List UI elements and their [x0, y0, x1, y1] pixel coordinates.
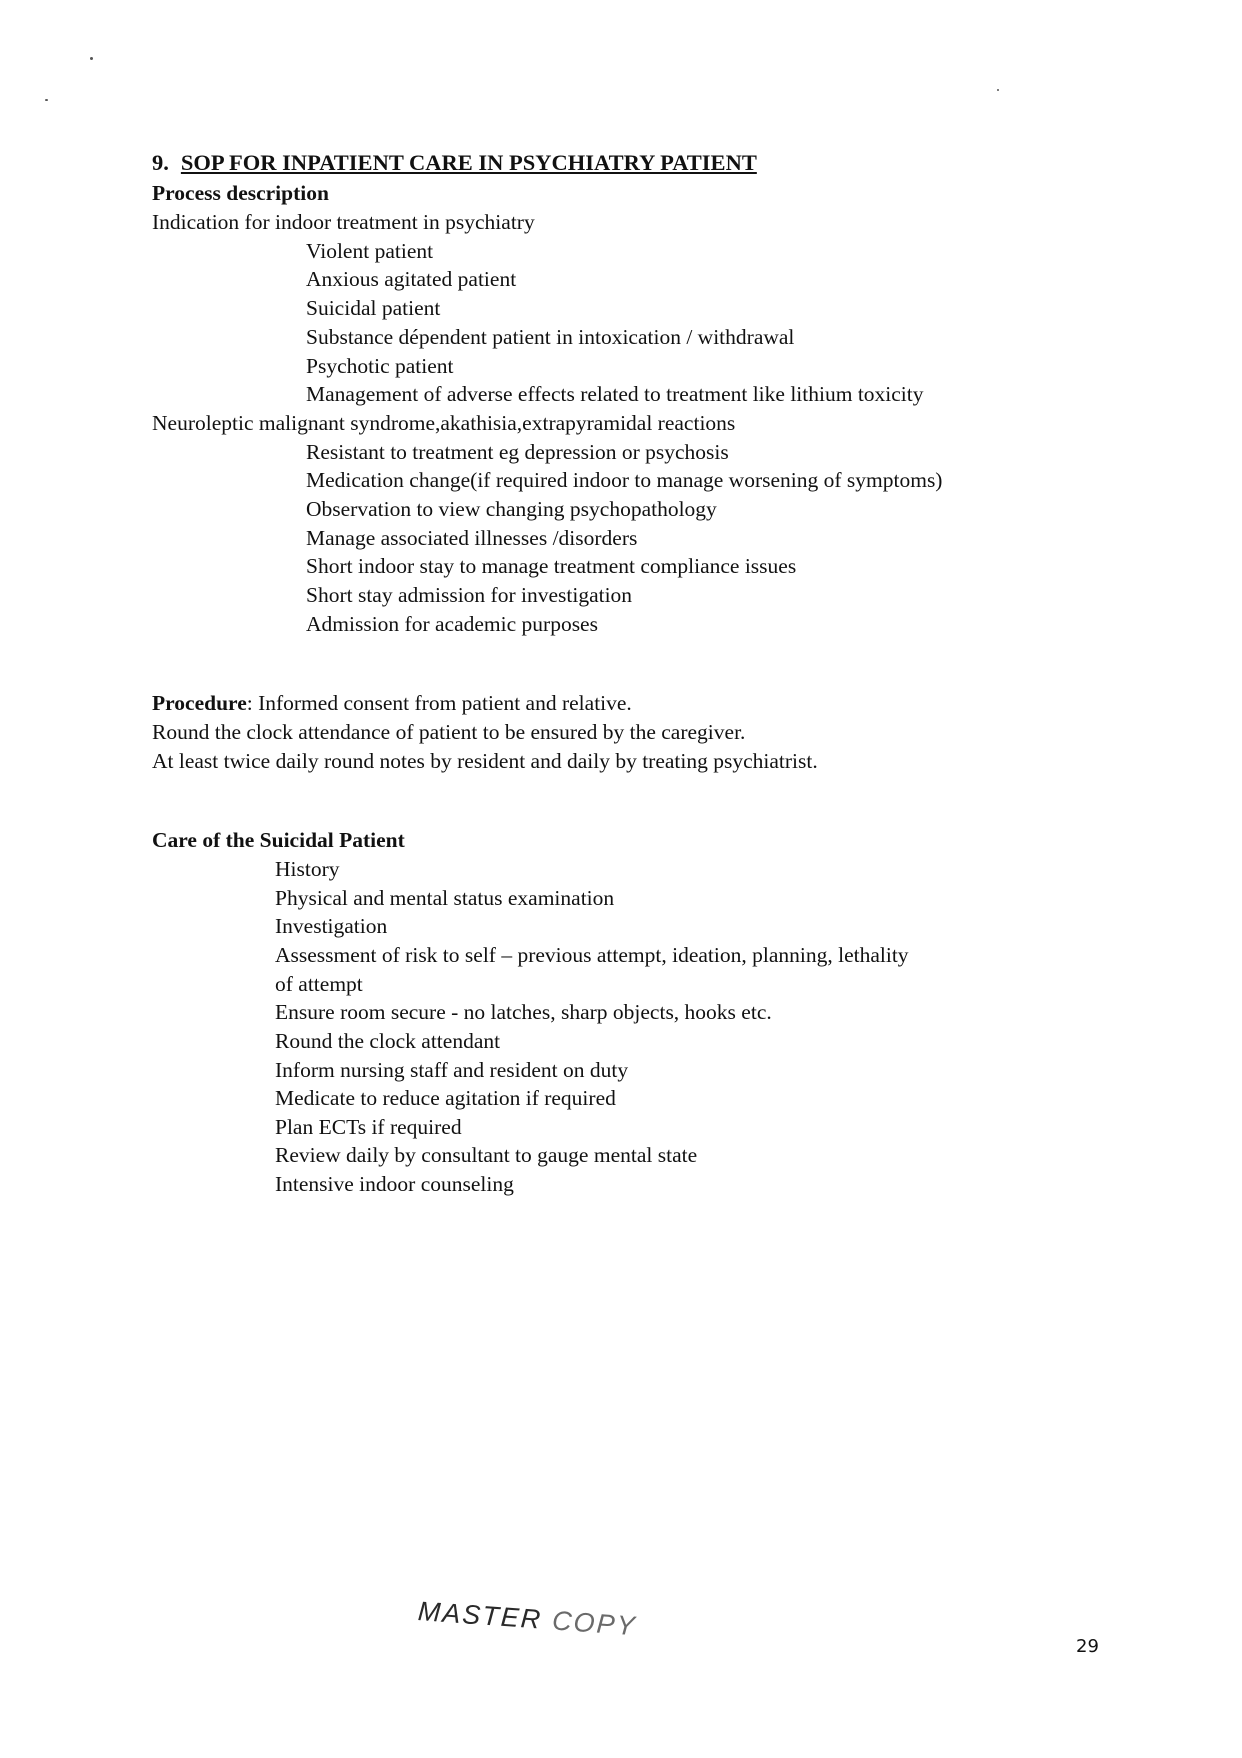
page-number: 29: [1076, 1636, 1099, 1657]
suicidal-care-item: Assessment of risk to self – previous attempt, ideation, planning, lethality: [275, 943, 909, 967]
suicidal-care-item: Inform nursing staff and resident on duty: [275, 1058, 629, 1082]
procedure-text: : Informed consent from patient and relative.: [246, 691, 632, 715]
indication-item: Observation to view changing psychopathology: [306, 497, 717, 521]
stamp-word: MASTER: [416, 1596, 544, 1635]
suicidal-care-item: Review daily by consultant to gauge mental state: [275, 1143, 698, 1167]
indication-item: Management of adverse effects related to treatment like lithium toxicity: [306, 382, 924, 406]
indication-item: Violent patient: [306, 239, 434, 263]
suicidal-care-item-continued: of attempt: [275, 972, 363, 996]
indication-item: Substance dépendent patient in intoxication / withdrawal: [306, 325, 795, 349]
procedure-line: At least twice daily round notes by resident and daily by treating psychiatrist.: [152, 749, 818, 773]
process-intro: Indication for indoor treatment in psychiatry: [152, 210, 535, 234]
procedure-line: Round the clock attendance of patient to be ensured by the caregiver.: [152, 720, 746, 744]
indication-item: Resistant to treatment eg depression or psychosis: [306, 440, 729, 464]
indication-item: Anxious agitated patient: [306, 267, 517, 291]
suicidal-care-item: Medicate to reduce agitation if required: [275, 1086, 616, 1110]
stamp-word: COPY: [551, 1605, 638, 1642]
indication-item-continued: Neuroleptic malignant syndrome,akathisia,extrapyramidal reactions: [152, 411, 736, 435]
indication-item: Psychotic patient: [306, 354, 454, 378]
scan-speck: [90, 57, 93, 60]
suicidal-care-heading: Care of the Suicidal Patient: [152, 828, 405, 852]
indication-item: Medication change(if required indoor to manage worsening of symptoms): [306, 468, 943, 492]
suicidal-care-item: Ensure room secure - no latches, sharp objects, hooks etc.: [275, 1000, 772, 1024]
procedure-line: [152, 690, 632, 716]
indication-item: Short stay admission for investigation: [306, 583, 633, 607]
section-title: SOP FOR INPATIENT CARE IN PSYCHIATRY PATIENT: [180, 150, 757, 175]
suicidal-care-item: Physical and mental status examination: [275, 886, 615, 910]
suicidal-care-item: Investigation: [275, 914, 388, 938]
indication-item: Manage associated illnesses /disorders: [306, 526, 638, 550]
indication-item: Short indoor stay to manage treatment compliance issues: [306, 554, 797, 578]
suicidal-care-item: History: [275, 857, 340, 881]
indication-item: Admission for academic purposes: [306, 612, 598, 636]
indication-item: Suicidal patient: [306, 296, 441, 320]
section-heading: [152, 150, 757, 176]
master-copy-stamp: [417, 1596, 638, 1642]
suicidal-care-item: Plan ECTs if required: [275, 1115, 462, 1139]
suicidal-care-item: Intensive indoor counseling: [275, 1172, 514, 1196]
scan-speck: [45, 99, 48, 101]
scan-speck: [997, 89, 999, 91]
procedure-label: Procedure: [152, 691, 247, 715]
suicidal-care-item: Round the clock attendant: [275, 1029, 501, 1053]
section-number: 9.: [152, 150, 169, 175]
process-heading: Process description: [152, 181, 329, 205]
